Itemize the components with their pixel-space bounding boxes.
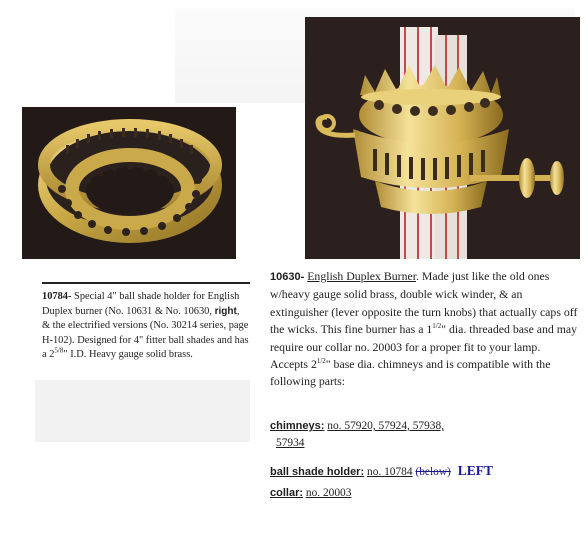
item-number-10630: 10630- (270, 271, 305, 283)
chimneys-link-2[interactable]: 57934 (276, 437, 305, 449)
item-10784-description (42, 282, 250, 363)
parts-chimneys (270, 418, 580, 452)
ball-shade-holder-link[interactable]: no. 10784 (367, 466, 413, 478)
item-10784-text-2: , & the electrified versions (No. 30214 series, page H-102). Designed for 4" fitter ball shades and has a 2 (42, 305, 249, 361)
chimneys-link[interactable]: no. 57920, 57924, 57938, (327, 420, 445, 432)
ball-shade-holder-photo (22, 107, 236, 259)
item-10784-text-3: " I.D. Heavy gauge solid brass. (63, 349, 193, 361)
fraction-one-half: 1/2 (432, 322, 442, 331)
right-annotation: right (214, 305, 237, 317)
item-10784-text-1: Special 4" ball shade holder for English Duplex burner (No. 10631 & No. 10630, (42, 291, 240, 317)
item-10630-description (270, 268, 578, 391)
collar-link[interactable]: no. 20003 (305, 487, 352, 499)
chimneys-label: chimneys: (270, 420, 325, 432)
parts-ball-shade-holder (270, 463, 580, 479)
item-10630-text-3: " base dia. chimneys and is compatible with the following parts: (270, 357, 551, 389)
item-10630-title: English Duplex Burner (307, 269, 416, 283)
scan-background-block (35, 380, 250, 442)
fraction-one-half-2: 1/2 (316, 357, 326, 366)
duplex-burner-image (305, 17, 580, 259)
english-duplex-burner-photo (305, 17, 580, 259)
item-number-10784: 10784- (42, 291, 72, 302)
ball-shade-holder-image (22, 107, 236, 259)
fraction-five-eighths: 5/8 (54, 346, 64, 355)
item-10630-text-1: . Made just like the old ones w/heavy gauge solid brass, double wick winder, & an extinguisher (lever opposite the turn knobs) that actually caps off the wicks. This fine burner has a 1 (270, 269, 578, 337)
collar-label: collar: (270, 487, 304, 499)
ball-shade-holder-label: ball shade holder: (270, 466, 365, 478)
struck-annotation: (below) (415, 466, 451, 478)
left-annotation: LEFT (457, 463, 493, 478)
item-10630-text-2: " dia. threaded base and may require our collar no. 20003 for a proper fit to your lamp. Accepts 2 (270, 322, 578, 372)
parts-collar (270, 487, 580, 499)
